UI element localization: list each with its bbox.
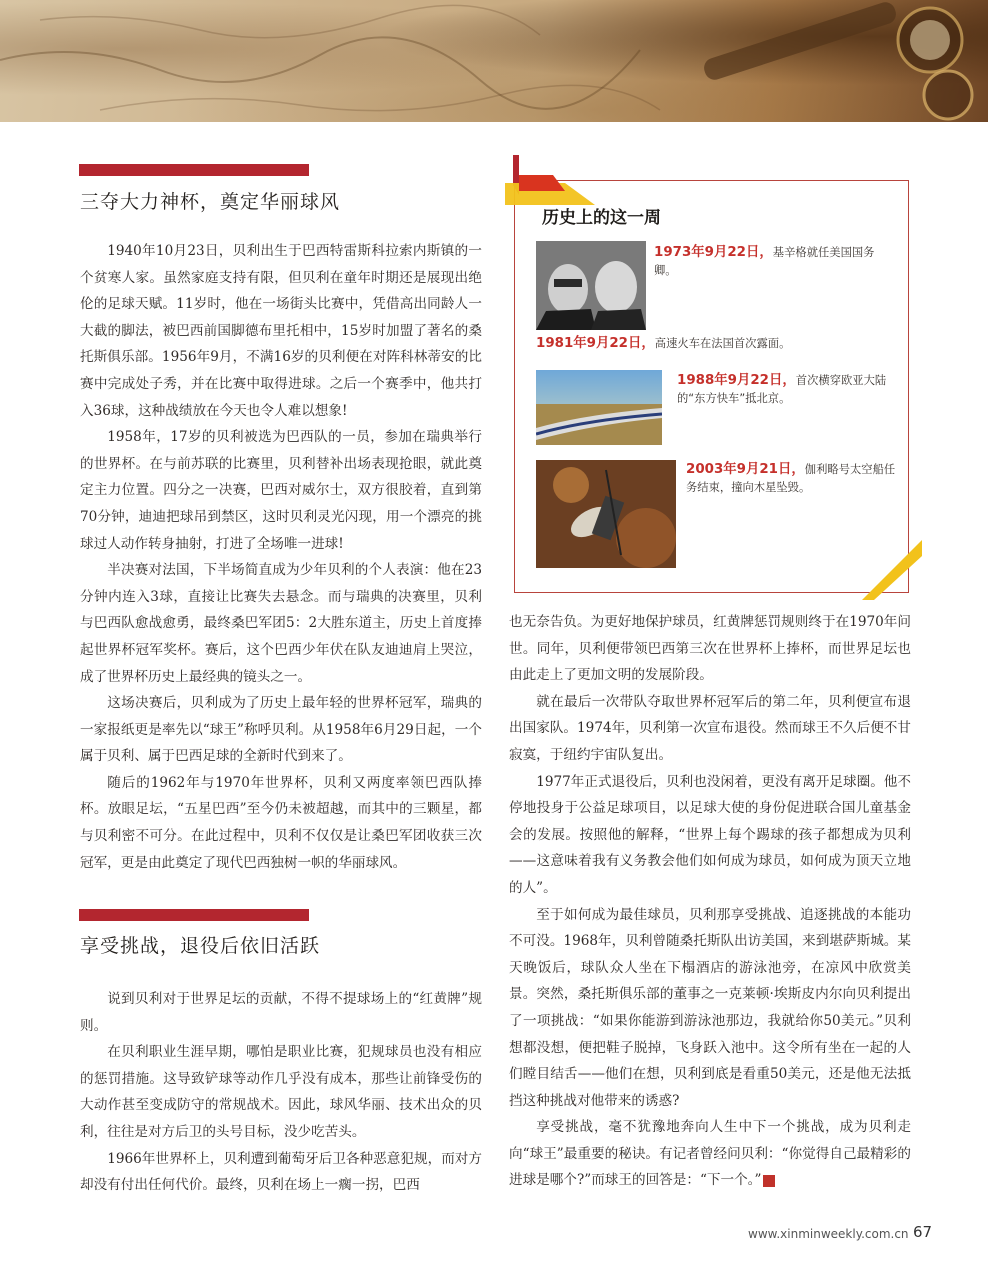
sidebar-text: 伽利略号太空船任务结束，撞向木星坠毁。 [686, 463, 896, 494]
section2-accent-bar [79, 909, 309, 921]
section2-paragraph: 说到贝利对于世界足坛的贡献，不得不提球场上的“红黄牌”规则。 [80, 991, 482, 1034]
sidebar-text: 高速火车在法国首次露面。 [654, 337, 791, 350]
section2-paragraph: 在贝利职业生涯早期，哪怕是职业比赛，犯规球员也没有相应的惩罚措施。这导致铲球等动作几乎没有成本，那些让前锋受伤的大动作甚至变成防守的常规战术。因此，球风华丽、技术出众的贝利，往往是对方后卫的头号目标，没少吃苦头。 [80, 1044, 482, 1140]
sidebar-date: 1981年9月22日， [536, 336, 655, 351]
section1-paragraph: 1958年，17岁的贝利被选为巴西队的一员，参加在瑞典举行的世界杯。在与前苏联的比赛里，贝利替补出场表现抢眼，就此奠定主力位置。四分之一决赛，巴西对威尔士，双方很胶着，直到第70分钟，迪迪把球吊到禁区，这时贝利灵光闪现，用一个漂亮的挑球过人动作转身抽射，打进了全场唯一进球! [80, 429, 482, 552]
right-column-paragraph: 至于如何成为最佳球员，贝利那享受挑战、追逐挑战的本能功不可没。1968年，贝利曾随桑托斯队出访美国，来到堪萨斯城。某天晚饭后，球队众人坐在下榻酒店的游泳池旁，在凉风中欣赏美景。突然，桑托斯俱乐部的董事之一克莱顿·埃斯皮内尔向贝利提出了一项挑战：“如果你能游到游泳池那边，我就给你50美元。”贝利想都没想，便把鞋子脱掉，飞身跃入池中。这令所有坐在一起的人们瞠目结舌——他们在想，贝利到底是看重50美元，还是他无法抵挡这种挑战对他带来的诱惑? [509, 906, 911, 1109]
right-column-body [509, 609, 911, 1194]
section1-paragraph: 随后的1962年与1970年世界杯，贝利又两度率领巴西队捧杯。放眼足坛，“五星巴西”至今仍未被超越，而其中的三颗星，都与贝利密不可分。在此过程中，贝利不仅仅是让桑巴军团收获三次冠军，更是由此奠定了现代巴西独树一帜的华丽球风。 [80, 774, 482, 871]
section1-body [80, 238, 482, 876]
sidebar-date: 1988年9月22日， [677, 373, 796, 388]
map-illustration [0, 0, 988, 122]
sidebar-text: 基辛格就任美国国务卿。 [654, 246, 875, 277]
sidebar-ribbon-bottom [862, 540, 922, 600]
sidebar-text: 首次横穿欧亚大陆的“东方快车”抵北京。 [677, 374, 887, 405]
section1-title: 三夺大力神杯，奠定华丽球风 [80, 191, 341, 213]
sidebar-entry-1988 [677, 372, 895, 408]
galileo-spacecraft-photo [536, 460, 676, 568]
header-map-banner [0, 0, 988, 122]
orient-express-train-photo [536, 370, 662, 445]
section1-paragraph: 这场决赛后，贝利成为了历史上最年轻的世界杯冠军，瑞典的一家报纸更是率先以“球王”称呼贝利。从1958年6月29日起，一个属于贝利、属于巴西足球的全新时代到来了。 [80, 695, 482, 765]
section2-title: 享受挑战，退役后依旧活跃 [80, 935, 321, 957]
final-paragraph-text: 享受挑战，毫不犹豫地奔向人生中下一个挑战，成为贝利走向“球王”最重要的秘诀。有记者曾经问贝利：“你觉得自己最精彩的进球是哪个?”而球王的回答是：“下一个。” [509, 1119, 911, 1189]
sidebar-entry-2003 [686, 461, 896, 497]
sidebar-entry-1981 [536, 335, 896, 353]
footer-website-url[interactable]: www.xinminweekly.com.cn [748, 1227, 909, 1241]
section1-paragraph: 1940年10月23日，贝利出生于巴西特雷斯科拉索内斯镇的一个贫寒人家。虽然家庭支持有限，但贝利在童年时期还是展现出绝伦的足球天赋。11岁时，他在一场街头比赛中，凭借高出同龄人一大截的脚法，被巴西前国脚德布里托相中，15岁时加盟了著名的桑托斯俱乐部。1956年9月，不满16岁的贝利便在对阵科林蒂安的比赛中完成处子秀，并在比赛中取得进球。之后一个赛季中，他共打入36球，这种战绩放在今天也令人难以想象! [80, 243, 482, 419]
section1-paragraph: 半决赛对法国，下半场简直成为少年贝利的个人表演：他在23分钟内连入3球，直接让比赛失去悬念。而与瑞典的决赛里，贝利与巴西队愈战愈勇，最终桑巴军团5：2大胜东道主，历史上首度捧起世界杯冠军奖杯。赛后，这个巴西少年伏在队友迪迪肩上哭泣，成了世界杯历史上最经典的镜头之一。 [80, 562, 482, 685]
right-column-paragraph: 1977年正式退役后，贝利也没闲着，更没有离开足球圈。他不停地投身于公益足球项目，以足球大使的身份促进联合国儿童基金会的发展。按照他的解释，“世界上每个踢球的孩子都想成为贝利——这意味着我有义务教会他们如何成为球员，如何成为顶天立地的人”。 [509, 773, 911, 896]
sidebar-ribbon-top [505, 155, 595, 205]
right-column-paragraph: 就在最后一次带队夺取世界杯冠军后的第二年，贝利便宣布退出国家队。1974年，贝利第一次宣布退役。然而球王不久后便不甘寂寞，于纽约宇宙队复出。 [509, 693, 911, 763]
section2-body [80, 986, 482, 1199]
right-column-paragraph: 也无奈告负。为更好地保护球员，红黄牌惩罚规则终于在1970年问世。同年，贝利便带领巴西第三次在世界杯上捧杯，而世界足坛也由此走上了更加文明的发展阶段。 [509, 614, 911, 684]
sidebar-date: 2003年9月21日， [686, 462, 805, 477]
page-number: 67 [913, 1223, 933, 1241]
kissinger-nixon-photo [536, 241, 646, 330]
sidebar-date: 1973年9月22日， [654, 245, 773, 260]
end-mark-icon: 民 [763, 1175, 775, 1187]
sidebar-title: 历史上的这一周 [542, 208, 661, 228]
right-column-paragraph [509, 1114, 911, 1194]
section1-accent-bar [79, 164, 309, 176]
sidebar-entry-1973 [654, 244, 892, 280]
section2-paragraph: 1966年世界杯上，贝利遭到葡萄牙后卫各种恶意犯规，而对方却没有付出任何代价。最终，贝利在场上一瘸一拐，巴西 [80, 1150, 482, 1194]
